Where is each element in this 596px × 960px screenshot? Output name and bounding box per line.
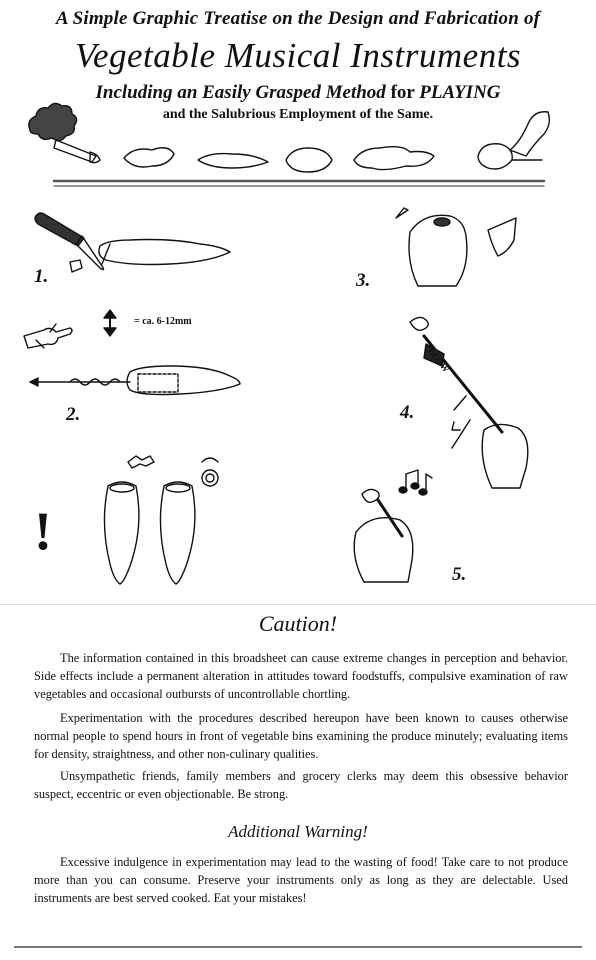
- caution-paragraph-1: The information contained in this broadsheet can cause extreme changes in perception and behavior. Side effects include a permanent alteration in attitudes toward foodstuffs, compulsive examination of raw vegetables and occasional outbursts of uncontrollable chortling.: [34, 651, 568, 701]
- carrot-icon: [198, 154, 268, 168]
- warning-paragraph: Excessive indulgence in experimentation may lead to the wasting of food! Take care to not produce more than you can consume. Preserve your instruments only as long as they are delectable. Used instruments are best served cooked. Eat your mistakes!: [34, 855, 568, 905]
- beet-icon: [478, 112, 549, 169]
- measure-note: = ca. 6-12mm: [134, 316, 192, 327]
- exclamation-mark: !: [34, 501, 52, 561]
- knife-icon: [35, 213, 104, 270]
- music-notes-icon: [399, 470, 432, 495]
- potato-icon-3: [354, 147, 434, 170]
- drill-bit-icon: [24, 324, 72, 348]
- page-title: Vegetable Musical Instruments: [74, 36, 522, 75]
- header-tagline: and the Salubrious Employment of the Same.: [162, 107, 434, 122]
- potato-icon-2: [286, 148, 332, 172]
- header-method-for: for: [390, 82, 420, 103]
- header-method-playing: PLAYING: [419, 82, 501, 103]
- horn-icon: [202, 458, 218, 486]
- sweet-potato-whole: [99, 240, 230, 265]
- header-method-prefix: Including an Easily Grasped Method: [95, 82, 391, 103]
- caution-paragraph-2: Experimentation with the procedures described hereupon have been known to causes otherwise normal people to spend hours in front of vegetable bins examining the produce minutely; evaluating items for density, straightness, and other non-culinary qualities.: [34, 711, 568, 761]
- drilling-potato: [30, 366, 240, 395]
- carrot-cut-step3: [396, 208, 516, 286]
- bottom-rule: [14, 946, 582, 948]
- hollow-carrot-right: [160, 482, 194, 584]
- cut-end-icon: [70, 260, 82, 272]
- caution-title: Caution!: [258, 611, 338, 636]
- step-2-label: 2.: [66, 404, 81, 425]
- step-5-label: 5.: [452, 564, 467, 585]
- broccoli-icon: [29, 103, 100, 162]
- caution-section: [0, 604, 596, 951]
- carrot-blow-step4: [410, 317, 528, 488]
- hollow-carrot-left: [104, 482, 138, 584]
- potato-icon-1: [124, 148, 174, 167]
- double-arrow-icon: [104, 310, 116, 336]
- step-3-label: 3.: [356, 270, 371, 291]
- step-4-label: 4.: [400, 402, 415, 423]
- caution-paragraph-3: Unsympathetic friends, family members and grocery clerks may deem this obsessive behavior suspect, eccentric or even objectionable. Be strong.: [34, 769, 568, 801]
- blow-label: BLOW: [426, 346, 452, 375]
- additional-warning-title: Additional Warning!: [228, 822, 368, 841]
- step-1-label: 1.: [34, 266, 49, 287]
- header-subtitle: A Simple Graphic Treatise on the Design and Fabrication of: [55, 8, 541, 29]
- carrot-play-step5: [354, 489, 413, 582]
- broken-debris-icon: [128, 456, 154, 468]
